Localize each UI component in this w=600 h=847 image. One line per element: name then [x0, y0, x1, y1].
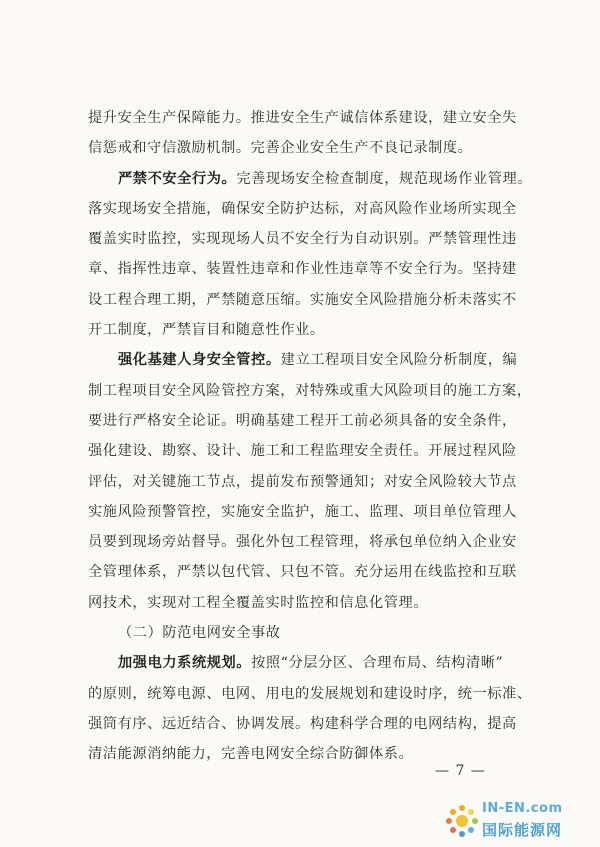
- text-line: [88, 618, 540, 648]
- text-run: 开工制度，严禁盲目和随意性作业。: [88, 322, 325, 339]
- text-line: [88, 497, 540, 527]
- watermark-cn: 国际能源网: [482, 821, 563, 839]
- text-run: 的原则，统筹电源、电网、用电的发展规划和建设时序，统一标准、: [88, 685, 532, 702]
- text-line: [88, 194, 540, 224]
- text-run: 制工程项目安全风险管控方案，对特殊或重大风险项目的施工方案，: [88, 382, 532, 399]
- text-run: 完善现场安全检查制度，规范现场作业管理。: [236, 170, 533, 187]
- text-run: 清洁能源消纳能力，完善电网安全综合防御体系。: [88, 746, 414, 763]
- text-run: 全管理体系，严禁以包代管、只包不管。充分运用在线监控和互联: [88, 564, 517, 581]
- text-line: [88, 557, 540, 587]
- text-line: [88, 376, 540, 406]
- text-run: 按照“分层分区、合理布局、结构清晰”: [251, 655, 504, 672]
- text-line: [88, 224, 540, 254]
- text-line: [88, 345, 540, 375]
- text-run: 建立工程项目安全风险分析制度，编: [280, 352, 518, 369]
- text-run: 实施风险预警管控，实施安全监护，施工、监理、项目单位管理人: [88, 503, 517, 520]
- text-run: 提升安全生产保障能力。推进安全生产诚信体系建设，建立安全失: [88, 110, 517, 126]
- text-line: [88, 315, 540, 345]
- text-run: 设工程合理工期，严禁随意压缩。实施安全风险措施分析未落实不: [88, 291, 517, 308]
- text-run: 网技术，实现对工程全覆盖实时监控和信息化管理。: [88, 594, 429, 611]
- text-line: [88, 103, 540, 133]
- text-run: （二）防范电网安全事故: [118, 625, 281, 642]
- bold-heading-run: 严禁不安全行为。: [118, 170, 237, 187]
- text-line: [88, 254, 540, 284]
- text-run: 章、指挥性违章、装置性违章和作业性违章等不安全行为。坚持建: [88, 261, 517, 278]
- text-run: 评估，对关键施工节点，提前发布预警通知；对安全风险较大节点: [88, 473, 517, 490]
- text-run: 强化建设、勘察、设计、施工和工程监理安全责任。开展过程风险: [88, 443, 517, 460]
- text-line: [88, 709, 540, 739]
- watermark-en: IN-EN.com: [482, 801, 563, 816]
- text-run: 强筒有序、远近结合、协调发展。构建科学合理的电网结构，提高: [88, 715, 517, 732]
- page-number: — 7 —: [435, 763, 486, 779]
- text-run: 落实现场安全措施，确保安全防护达标，对高风险作业场所实现全: [88, 200, 517, 217]
- text-line: [88, 527, 540, 557]
- body-text: [88, 103, 540, 770]
- text-line: [88, 436, 540, 466]
- text-line: [88, 588, 540, 618]
- text-run: 覆盖实时监控，实现现场人员不安全行为自动识别。严禁管理性违: [88, 231, 517, 248]
- text-line: [88, 679, 540, 709]
- text-line: [88, 467, 540, 497]
- text-line: [88, 285, 540, 315]
- text-line: [88, 406, 540, 436]
- sun-logo-icon: [442, 801, 482, 841]
- bold-heading-run: 加强电力系统规划。: [118, 655, 252, 672]
- text-run: 员要到现场旁站督导。强化外包工程管理，将承包单位纳入企业安: [88, 534, 517, 551]
- bold-heading-run: 强化基建人身安全管控。: [118, 352, 281, 369]
- text-line: [88, 164, 540, 194]
- text-run: 信惩戒和守信激励机制。完善企业安全生产不良记录制度。: [88, 140, 473, 157]
- text-line: [88, 133, 540, 163]
- text-run: 要进行严格安全论证。明确基建工程开工前必须具备的安全条件，: [88, 412, 517, 429]
- watermark-logo: [442, 799, 592, 841]
- text-line: [88, 648, 540, 678]
